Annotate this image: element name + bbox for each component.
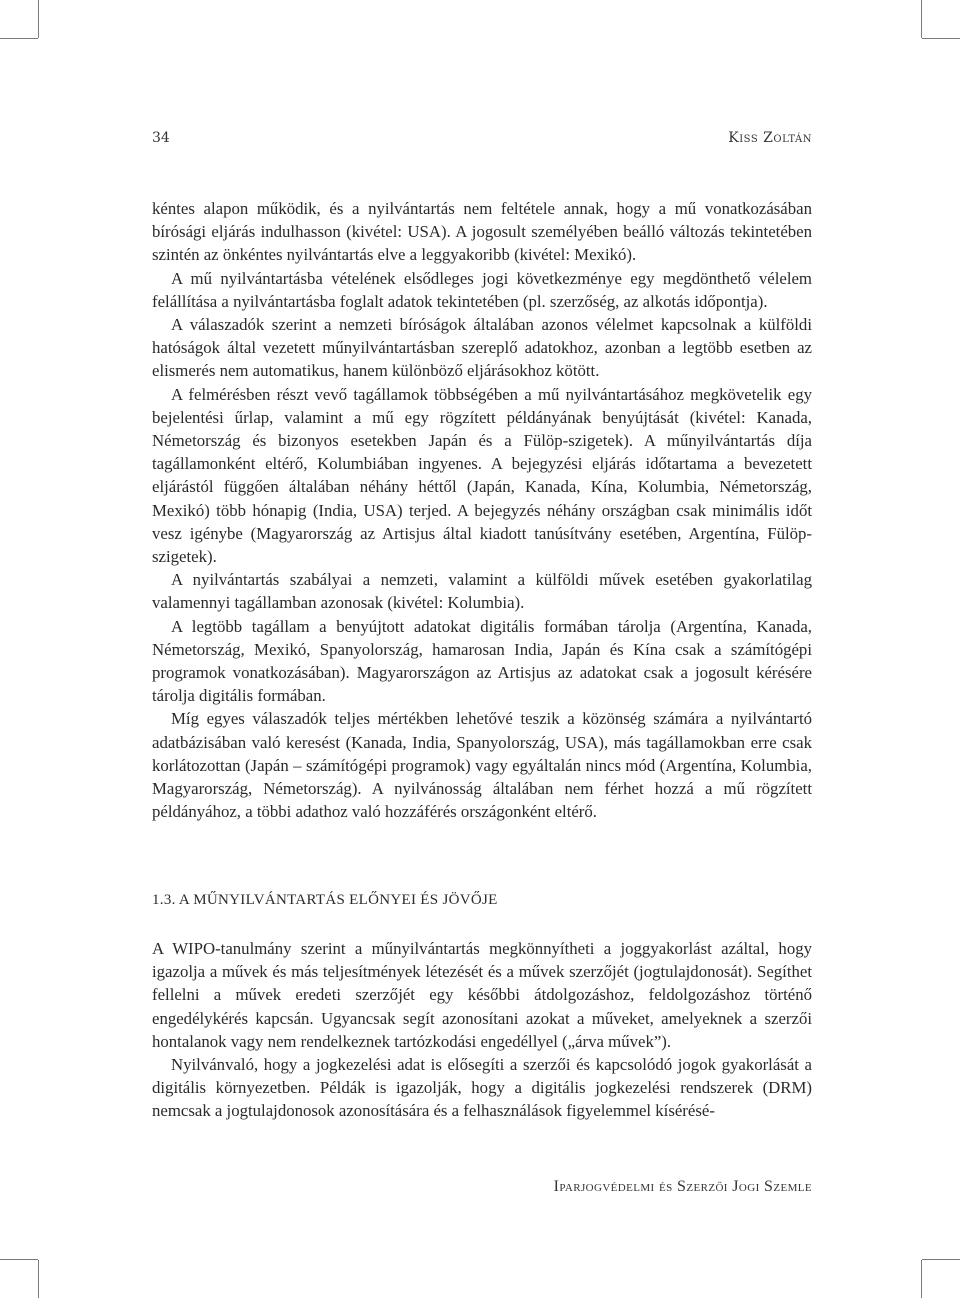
crop-mark-bottom-left-h (0, 1259, 38, 1260)
crop-mark-top-right (921, 0, 922, 38)
paragraph: A legtöbb tagállam a benyújtott adatokat digitális formában tárolja (Argentína, Kanada, Németország, Mexikó, Spanyolország, hamarosan India, Japán és Kína csak a számítógépi programok vonatkozásában). Magyarországon az Artisjus az adatokat csak a jogosult kérésére tárolja digitális formában. (152, 616, 812, 706)
crop-mark-top-left-h (0, 38, 38, 39)
running-head-author: Kiss Zoltán (728, 130, 812, 146)
crop-mark-bottom-right (921, 1260, 922, 1298)
paragraph: kéntes alapon működik, és a nyilvántartás nem feltétele annak, hogy a mű vonatkozásában bírósági eljárás indulhasson (kivétel: USA). A jogosult személyében beálló változás tekintetében szintén az önkéntes nyilvántartás elve a leggyakoribb (kivétel: Mexikó). (152, 199, 812, 265)
paragraph: A WIPO-tanulmány szerint a műnyilvántartás megkönnyítheti a joggyakorlást azáltal, hogy igazolja a művek és más teljesítmények létezését és a művek szerzőjét (jogtulajdonosát). Segíthet fellelni a művek eredeti szerzőjét egy későbbi átdolgozáshoz, feldolgozáshoz történő engedélykérés kapcsán. Ugyancsak segít azonosítani azokat a műveket, amelyeknek a szerzői hontalanok vagy nem rendelkeznek tartózkodási engedéllyel („árva művek”). (152, 939, 812, 1051)
paragraph: Míg egyes válaszadók teljes mértékben lehetővé teszik a közönség számára a nyilvántartó adatbázisában való keresést (Kanada, India, Spanyolország, USA), más tagállamokban erre csak korlátozottan (Japán – számítógépi programok) vagy egyáltalán nincs mód (Argentína, Kolumbia, Magyarország, Németország). A nyilvánosság általában nem férhet hozzá a mű rögzített példányához, a többi adathoz való hozzáférés országonként eltérő. (152, 709, 812, 822)
paragraph: A válaszadók szerint a nemzeti bíróságok általában azonos vélelmet kapcsolnak a külföldi hatóságok által vezetett műnyilvántartásban szereplő adatokhoz, azonban a legtöbb esetben az elismerés nem automatikus, hanem különböző eljárásokhoz kötött. (152, 315, 812, 381)
journal-footer: Iparjogvédelmi és Szerzői Jogi Szemle (553, 1178, 812, 1195)
page-header (152, 130, 812, 152)
crop-mark-top-right-h (922, 38, 960, 39)
crop-mark-bottom-left (38, 1260, 39, 1298)
crop-mark-top-left (38, 0, 39, 38)
paragraph: A felmérésben részt vevő tagállamok többségében a mű nyilvántartásához megkövetelik egy bejelentési űrlap, valamint a mű egy rögzített példányának benyújtását (kivétel: Kanada, Németország és bizonyos esetekben Japán és a Fülöp-szigetek). A műnyilvántartás díja tagállamonként eltérő, Kolumbiában ingyenes. A bejegyzési eljárás időtartama a bevezetett eljárástól függően általában néhány héttől (Japán, Kanada, Kína, Kolumbia, Németország, Mexikó) több hónapig (India, USA) terjed. A bejegyzés néhány országban csak minimális időt vesz igénybe (Magyarország az Artisjus által kiadott tanúsítvány esetében, Argentína, Fülöp-szigetek). (152, 384, 812, 567)
paragraph: A mű nyilvántartásba vételének elsődleges jogi következménye egy megdönthető vélelem felállítása a nyilvántartásba foglalt adatok tekintetében (pl. szerzőség, az alkotás időpontja). (152, 268, 812, 311)
paragraph: A nyilvántartás szabályai a nemzeti, valamint a külföldi művek esetében gyakorlatilag valamennyi tagállamban azonosak (kivétel: Kolumbia). (152, 570, 812, 613)
section-heading: 1.3. A MŰNYILVÁNTARTÁS ELŐNYEI ÉS JÖVŐJE (152, 892, 498, 908)
body-section-1 (152, 197, 812, 823)
paragraph: Nyilvánvaló, hogy a jogkezelési adat is elősegíti a szerzői és kapcsolódó jogok gyakorlását a digitális környezetben. Példák is igazolják, hogy a digitális jogkezelési rendszerek (DRM) nemcsak a jogtulajdonosok azonosítására és a felhasználások figyelemmel kísérésé- (152, 1055, 812, 1121)
body-section-2 (152, 937, 812, 1123)
crop-mark-bottom-right-h (922, 1259, 960, 1260)
page-number: 34 (152, 130, 170, 146)
